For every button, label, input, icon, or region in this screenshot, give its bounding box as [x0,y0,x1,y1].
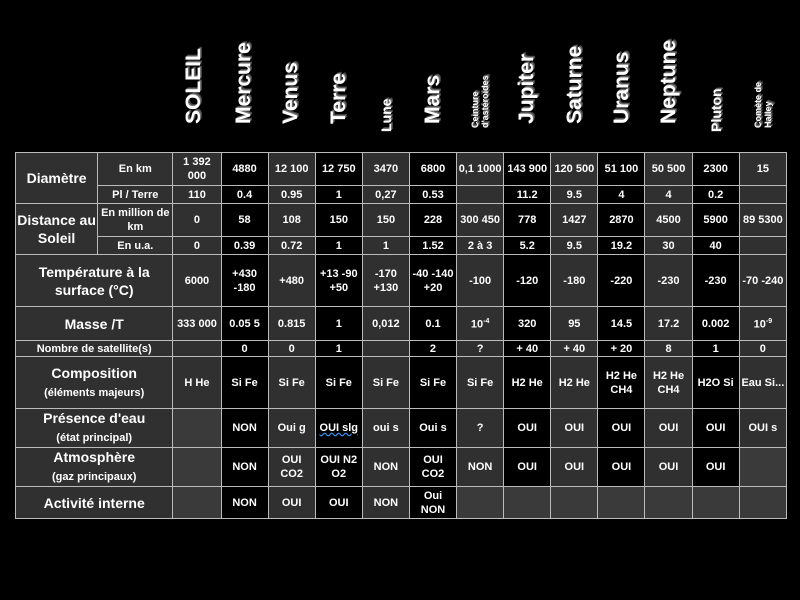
cell: 0 [173,237,221,255]
cell [551,487,598,519]
cell: -230 [645,255,692,307]
cell: -180 [551,255,598,307]
cell: 0.002 [692,307,739,341]
label-composition: Composition (éléments majeurs) [16,357,173,409]
cell: 778 [504,204,551,237]
col-header-saturne: Saturne [563,45,586,124]
cell: -230 [692,255,739,307]
cell [645,487,692,519]
cell [739,237,786,255]
cell: 11.2 [504,186,551,204]
cell: 150 [362,204,409,237]
exponent: -4 [483,318,490,326]
cell: OUI [598,409,645,448]
cell: -40 -140 +20 [409,255,456,307]
row-distance-ua [16,237,787,255]
cell: 1427 [551,204,598,237]
col-header-pluton: Pluton [708,88,724,132]
cell: 1 [315,341,362,357]
cell: NON [221,448,268,487]
cell: 150 [315,204,362,237]
cell: Si Fe [457,357,504,409]
row-satellites [16,341,787,357]
cell: 2870 [598,204,645,237]
cell: Oui NON [409,487,456,519]
cell: OUI [692,409,739,448]
cell [504,487,551,519]
cell: 0.39 [221,237,268,255]
cell [739,448,786,487]
cell: 15 [739,153,786,186]
col-header-venus: Venus [279,62,302,124]
cell: 12 750 [315,153,362,186]
cell: OUI [598,448,645,487]
cell: 4500 [645,204,692,237]
cell: OUI [551,409,598,448]
cell: +480 [268,255,315,307]
cell: OUI s [739,409,786,448]
cell: H2 He CH4 [598,357,645,409]
row-masse [16,307,787,341]
col-header-jupiter: Jupiter [515,53,538,124]
cell [173,341,221,357]
cell: NON [362,487,409,519]
row-activite [16,487,787,519]
cell: OUI [504,448,551,487]
cell: + 20 [598,341,645,357]
col-header-soleil: SOLEIL [182,48,205,124]
cell: Oui g [268,409,315,448]
cell: 1 [692,341,739,357]
label-satellites: Nombre de satellite(s) [16,341,173,357]
cell: 120 500 [551,153,598,186]
cell: H2 He CH4 [645,357,692,409]
col-header-neptune: Neptune [657,40,680,124]
cell: 0.4 [221,186,268,204]
col-header-uranus: Uranus [610,51,633,124]
cell: 0 [739,341,786,357]
cell: 0.05 5 [221,307,268,341]
row-diametre-km [16,153,787,186]
cell: OUI CO2 [268,448,315,487]
cell: -170 +130 [362,255,409,307]
cell: 0 [173,204,221,237]
cell: OUI [504,409,551,448]
cell: 0.72 [268,237,315,255]
cell: NON [221,487,268,519]
cell-comete-masse [739,307,786,341]
cell: 4 [598,186,645,204]
cell: 51 100 [598,153,645,186]
cell [173,448,221,487]
cell: oui s [362,409,409,448]
sublabel-million-km: En million de km [98,204,173,237]
label-distance: Distance au Soleil [16,204,98,255]
cell: 228 [409,204,456,237]
row-distance-mkm [16,204,787,237]
col-header-mars: Mars [421,74,444,124]
cell: Si Fe [409,357,456,409]
cell: H2O Si [692,357,739,409]
label-masse: Masse /T [16,307,173,341]
cell [739,487,786,519]
cell: 143 900 [504,153,551,186]
cell [173,409,221,448]
cell: 0,1 1000 [457,153,504,186]
cell: + 40 [504,341,551,357]
row-atmosphere [16,448,787,487]
mantissa: 10 [470,318,484,331]
col-header-terre: Terre [327,73,350,124]
cell: OUI [645,448,692,487]
row-eau [16,409,787,448]
col-header-lune: Lune [378,98,394,132]
cell [692,487,739,519]
label-temperature: Température à la surface (°C) [16,255,173,307]
exponent: -9 [765,318,773,326]
cell: 40 [692,237,739,255]
cell: 6000 [173,255,221,307]
cell: 1 [315,186,362,204]
label-eau: Présence d'eau (état principal) [16,409,173,448]
cell: 5.2 [504,237,551,255]
cell: 12 100 [268,153,315,186]
cell: +13 -90 +50 [315,255,362,307]
cell [598,487,645,519]
mantissa: 10 [753,318,766,331]
cell: 0 [221,341,268,357]
cell-ceinture-masse [457,307,504,341]
col-header-comete: Comète de Halley [753,81,773,128]
cell: 1 392 000 [173,153,221,186]
cell: OUI slg [315,409,362,448]
sublabel-en-ua: En u.a. [98,237,173,255]
cell: 320 [504,307,551,341]
cell: Si Fe [221,357,268,409]
cell: 2 [409,341,456,357]
cell: + 40 [551,341,598,357]
cell: ? [457,341,504,357]
cell: 9.5 [551,186,598,204]
cell: 108 [268,204,315,237]
cell: Si Fe [268,357,315,409]
cell: OUI [551,448,598,487]
cell: Oui s [409,409,456,448]
cell: NON [362,448,409,487]
cell: 8 [645,341,692,357]
cell: H2 He [504,357,551,409]
cell: 0,012 [362,307,409,341]
cell: OUI [692,448,739,487]
cell: 14.5 [598,307,645,341]
label-diametre: Diamètre [16,153,98,204]
cell: 95 [551,307,598,341]
cell: 1 [315,307,362,341]
cell [457,186,504,204]
cell: 30 [645,237,692,255]
row-temperature [16,255,787,307]
cell: 4880 [221,153,268,186]
cell: 5900 [692,204,739,237]
cell: -120 [504,255,551,307]
cell: 110 [173,186,221,204]
cell: Eau Si... [739,357,786,409]
label-activite: Activité interne [16,487,173,519]
cell: 17.2 [645,307,692,341]
cell: 0.1 [409,307,456,341]
cell: 0,27 [362,186,409,204]
cell: 0.815 [268,307,315,341]
cell: 2 à 3 [457,237,504,255]
cell: ? [457,409,504,448]
cell [457,487,504,519]
cell: OUI [315,487,362,519]
cell: -220 [598,255,645,307]
cell: 50 500 [645,153,692,186]
cell [173,487,221,519]
sublabel-pl-terre: Pl / Terre [98,186,173,204]
cell: Si Fe [362,357,409,409]
cell: -100 [457,255,504,307]
cell: NON [221,409,268,448]
row-composition [16,357,787,409]
cell: OUI [268,487,315,519]
cell: 0.53 [409,186,456,204]
cell: 0 [268,341,315,357]
cell: 300 450 [457,204,504,237]
cell: -70 -240 [739,255,786,307]
cell: 333 000 [173,307,221,341]
cell: 1.52 [409,237,456,255]
col-header-ceinture: Ceinture d'astéroïdes [470,75,490,128]
cell: 0.95 [268,186,315,204]
cell: 9.5 [551,237,598,255]
cell: 0.2 [692,186,739,204]
cell: +430 -180 [221,255,268,307]
cell: 2300 [692,153,739,186]
cell: H He [173,357,221,409]
planet-data-table [15,152,787,519]
cell: 6800 [409,153,456,186]
row-diametre-ratio [16,186,787,204]
col-header-mercure: Mercure [232,42,255,124]
cell [362,341,409,357]
cell: OUI CO2 [409,448,456,487]
cell [739,186,786,204]
label-atmosphere: Atmosphère (gaz principaux) [16,448,173,487]
cell: 19.2 [598,237,645,255]
cell: OUI N2 O2 [315,448,362,487]
cell: OUI [645,409,692,448]
cell: 4 [645,186,692,204]
cell: NON [457,448,504,487]
cell: 58 [221,204,268,237]
cell: 3470 [362,153,409,186]
cell: 1 [362,237,409,255]
cell: 1 [315,237,362,255]
cell: Si Fe [315,357,362,409]
sublabel-en-km: En km [98,153,173,186]
cell: H2 He [551,357,598,409]
cell: 89 5300 [739,204,786,237]
